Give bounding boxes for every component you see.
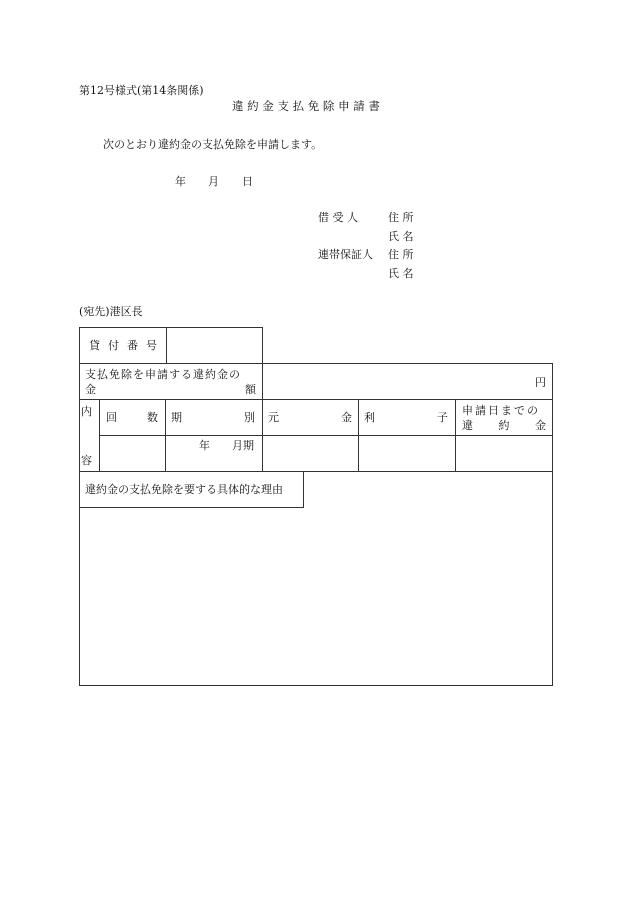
amount-row-bottom: [79, 399, 553, 400]
date-day-label: 日: [242, 175, 253, 188]
period-year-label: 年: [199, 439, 210, 452]
amount-label-line2: 金 額: [85, 383, 256, 396]
breakdown-label-bottom: 容: [81, 454, 92, 467]
principal-field[interactable]: [263, 436, 357, 471]
date-month-label: 月: [208, 175, 219, 188]
borrower-address-label: 住 所: [388, 211, 414, 224]
period-month-label: 月期: [232, 439, 254, 452]
col-header-period: 期 別: [171, 411, 255, 424]
guarantor-name-label: 氏 名: [388, 267, 414, 280]
addressee: (宛先)港区長: [79, 305, 143, 318]
loan-number-field[interactable]: [167, 328, 262, 363]
guarantor-address-label: 住 所: [388, 248, 414, 261]
yen-unit: 円: [535, 376, 546, 389]
col-divider-1: [165, 399, 166, 472]
penalty-field[interactable]: [456, 436, 552, 471]
reason-label: 違約金の支払免除を要する具体的な理由: [85, 483, 283, 496]
guarantor-label: 連帯保証人: [318, 248, 373, 261]
col-header-penalty-line2: 違 約 金: [462, 419, 546, 432]
amount-field[interactable]: [263, 364, 552, 399]
amount-label-line1: 支払免除を申請する違約金の: [85, 368, 241, 381]
col-header-principal: 元 金: [268, 411, 352, 424]
borrower-name-label: 氏 名: [388, 230, 414, 243]
count-field[interactable]: [100, 436, 164, 471]
col-header-penalty-line1: 申請日までの: [462, 404, 540, 417]
col-header-interest: 利 子: [364, 411, 448, 424]
borrower-label: 借 受 人: [318, 211, 358, 224]
col-header-count: 回 数: [106, 411, 158, 424]
breakdown-label-top: 内: [81, 405, 92, 418]
intro-text: 次のとおり違約金の支払免除を申請します。: [103, 138, 323, 151]
form-number: 第12号様式(第14条関係): [79, 84, 204, 97]
interest-field[interactable]: [359, 436, 454, 471]
reason-field[interactable]: [80, 508, 552, 685]
date-year-label: 年: [175, 175, 186, 188]
loan-number-label: 貸 付 番 号: [89, 339, 157, 352]
form-title: 違 約 金 支 払 免 除 申 請 書: [232, 99, 380, 113]
